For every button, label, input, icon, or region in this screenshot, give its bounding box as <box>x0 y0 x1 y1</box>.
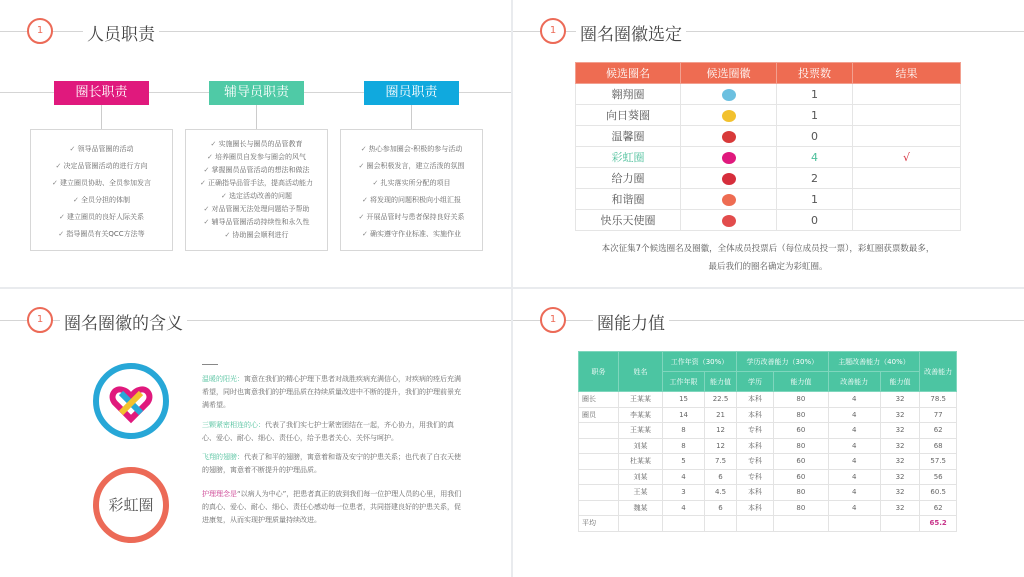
table-cell <box>579 485 619 501</box>
table-cell: 80 <box>774 407 829 423</box>
vote-count: 1 <box>777 105 853 126</box>
table-cell: 68 <box>920 438 957 454</box>
role-header: 辅导员职责 <box>209 81 304 105</box>
table-cell: 圈员 <box>579 407 619 423</box>
sub-header: 改善能力 <box>828 372 880 392</box>
table-row <box>579 454 957 470</box>
result-mark: √ <box>853 147 961 168</box>
table-cell: 56 <box>920 469 957 485</box>
table-cell: 刘某 <box>619 469 663 485</box>
group-header: 工作年资（30%） <box>663 352 737 372</box>
vote-count: 2 <box>777 168 853 189</box>
table-cell <box>579 423 619 439</box>
table-cell: 4 <box>828 438 880 454</box>
logo-circle <box>93 363 169 439</box>
duty-item: ✓ 建立圈员的良好人际关系 <box>31 209 172 226</box>
candidate-name: 彩虹圈 <box>576 147 681 168</box>
page-title: 圈名圈徽的含义 <box>60 309 187 334</box>
table-cell: 57.5 <box>920 454 957 470</box>
candidate-logo <box>681 210 777 231</box>
duty-item: ✓ 热心参加圈会-积极的参与活动 <box>341 141 482 158</box>
col-header: 候选圈徽 <box>681 63 777 84</box>
duty-item: ✓ 决定品管圈活动的进行方向 <box>31 158 172 175</box>
duty-item: ✓ 辅导品管圈活动持续性和永久性 <box>186 216 327 229</box>
section-number: 1 <box>540 18 566 44</box>
candidate-logo <box>681 168 777 189</box>
table-cell: 王某某 <box>619 392 663 408</box>
duty-list <box>30 129 173 251</box>
table-cell: 14 <box>663 407 705 423</box>
average-row <box>579 516 957 532</box>
table-cell: 32 <box>880 485 920 501</box>
logo-name-circle: 彩虹圈 <box>93 467 169 543</box>
vote-count: 0 <box>777 126 853 147</box>
sub-header: 学历 <box>736 372 773 392</box>
table-cell: 32 <box>880 407 920 423</box>
group-header: 学历改善能力（30%） <box>736 352 828 372</box>
table-cell: 22.5 <box>705 392 737 408</box>
table-cell: 32 <box>880 423 920 439</box>
page-title: 圈名圈徽选定 <box>576 20 686 45</box>
duty-item: ✓ 对品管圈无法处理问题给予帮助 <box>186 203 327 216</box>
vote-count: 1 <box>777 84 853 105</box>
table-cell: 4 <box>663 500 705 516</box>
result-mark <box>853 189 961 210</box>
candidate-name: 给力圈 <box>576 168 681 189</box>
table-cell: 专科 <box>736 454 773 470</box>
logo-badge-icon <box>722 152 736 164</box>
table-row <box>579 423 957 439</box>
table-cell: 4.5 <box>705 485 737 501</box>
table-cell: 王某 <box>619 485 663 501</box>
table-cell: 80 <box>774 500 829 516</box>
panel-roles <box>0 0 511 287</box>
candidate-name: 快乐天使圈 <box>576 210 681 231</box>
table-cell: 77 <box>920 407 957 423</box>
candidate-logo <box>681 126 777 147</box>
vote-table <box>575 62 961 231</box>
panel-logo-selection <box>513 0 1024 287</box>
divider <box>0 31 511 32</box>
logo-badge-icon <box>722 173 736 185</box>
sub-header: 能力值 <box>774 372 829 392</box>
table-cell: 本科 <box>736 407 773 423</box>
ability-table <box>578 351 957 532</box>
result-mark <box>853 126 961 147</box>
table-row <box>579 438 957 454</box>
table-row <box>579 469 957 485</box>
table-cell: 80 <box>774 485 829 501</box>
role-header: 圈长职责 <box>54 81 149 105</box>
table-cell: 60 <box>774 469 829 485</box>
table-cell: 魏某 <box>619 500 663 516</box>
group-header: 主题改善能力（40%） <box>828 352 920 372</box>
table-row <box>579 392 957 408</box>
candidate-logo <box>681 189 777 210</box>
duty-item: ✓ 将发现的问题积极向小组汇报 <box>341 192 482 209</box>
table-cell: 80 <box>774 392 829 408</box>
table-cell: 王某某 <box>619 423 663 439</box>
table-cell: 本科 <box>736 500 773 516</box>
candidate-logo <box>681 105 777 126</box>
page-title: 圈能力值 <box>593 309 669 334</box>
candidate-name: 温馨圈 <box>576 126 681 147</box>
table-cell: 3 <box>663 485 705 501</box>
logo-badge-icon <box>722 131 736 143</box>
section-number: 1 <box>27 307 53 333</box>
table-cell: 15 <box>663 392 705 408</box>
sub-header: 能力值 <box>880 372 920 392</box>
table-row <box>576 105 961 126</box>
table-cell: 刘某 <box>619 438 663 454</box>
table-cell: 32 <box>880 454 920 470</box>
duty-item: ✓ 扎实落实所分配的项目 <box>341 175 482 192</box>
duty-item: ✓ 掌握圈员品管活动的想法和做法 <box>186 164 327 177</box>
table-cell: 4 <box>828 485 880 501</box>
result-mark <box>853 210 961 231</box>
meaning-paragraph: 三颗紧密相连的心：代表了我们实七护士紧密团结在一起，齐心协力，用我们的真心、爱心、耐心、细心、责任心，给予患者关心、关怀与呵护。 <box>202 421 454 442</box>
table-row <box>579 407 957 423</box>
candidate-logo <box>681 147 777 168</box>
table-cell: 李某某 <box>619 407 663 423</box>
vote-count: 1 <box>777 189 853 210</box>
table-cell: 12 <box>705 438 737 454</box>
col-header: 投票数 <box>777 63 853 84</box>
note-line: 本次征集7个候选圈名及圈徽，全体成员投票后（每位成员投一票），彩虹圈获票数最多， <box>601 244 935 254</box>
duty-item: ✓ 正确指导品管手法，提高活动能力 <box>186 177 327 190</box>
duty-item: ✓ 选定活动改善的问题 <box>186 190 327 203</box>
meaning-paragraph: 飞翔的翅膀：代表了和平的翅膀，寓意着和谐及安宁的护患关系；也代表了白衣天使的翅膀，寓意着不断提升的护理品质。 <box>202 453 461 474</box>
table-cell: 4 <box>828 454 880 470</box>
duty-item: ✓ 协助圈会顺利进行 <box>186 229 327 242</box>
table-cell: 杜某某 <box>619 454 663 470</box>
page-title: 人员职责 <box>83 20 159 45</box>
table-cell: 圈长 <box>579 392 619 408</box>
meaning-paragraph: 护理理念是“以病人为中心”，把患者真正的放到我们每一位护理人员的心里，用我们的真心、爱心、耐心、细心、责任心感动每一位患者，共同搭建良好的护患关系，促进康复，从而实现护理质量持续改进。 <box>202 490 462 524</box>
duty-item: ✓ 指导圈员有关QCC方法等 <box>31 226 172 243</box>
table-cell: 60.5 <box>920 485 957 501</box>
table-row <box>576 189 961 210</box>
table-cell: 60 <box>774 454 829 470</box>
duty-item: ✓ 全员分担的体制 <box>31 192 172 209</box>
table-cell: 本科 <box>736 392 773 408</box>
logo-badge-icon <box>722 215 736 227</box>
note-line: 最后我们的圈名确定为彩虹圈。 <box>708 262 828 272</box>
panel-ability <box>513 289 1024 577</box>
col-header: 改善能力 <box>920 352 957 392</box>
table-cell: 6 <box>705 469 737 485</box>
table-row <box>579 485 957 501</box>
table-cell: 32 <box>880 392 920 408</box>
table-row <box>576 126 961 147</box>
sub-header: 能力值 <box>705 372 737 392</box>
duty-item: ✓ 实施圈长与圈员的品管教育 <box>186 138 327 151</box>
table-cell: 4 <box>828 500 880 516</box>
divider <box>513 320 1024 321</box>
table-cell: 8 <box>663 423 705 439</box>
heart-logo-icon <box>99 369 163 433</box>
table-cell: 本科 <box>736 485 773 501</box>
table-cell: 4 <box>828 407 880 423</box>
vote-count: 4 <box>777 147 853 168</box>
table-cell: 32 <box>880 469 920 485</box>
table-cell: 6 <box>705 500 737 516</box>
logo-badge-icon <box>722 194 736 206</box>
table-cell: 4 <box>663 469 705 485</box>
table-cell <box>579 500 619 516</box>
table-cell: 62 <box>920 423 957 439</box>
section-number: 1 <box>27 18 53 44</box>
table-cell: 62 <box>920 500 957 516</box>
duty-list <box>340 129 483 251</box>
duty-item: ✓ 领导品管圈的活动 <box>31 141 172 158</box>
candidate-name: 和谐圈 <box>576 189 681 210</box>
table-row <box>576 147 961 168</box>
table-cell: 4 <box>828 392 880 408</box>
candidate-logo <box>681 84 777 105</box>
table-cell: 32 <box>880 438 920 454</box>
duty-item: ✓ 培养圈员自发参与圈会的风气 <box>186 151 327 164</box>
logo-badge-icon <box>722 110 736 122</box>
table-cell: 60 <box>774 423 829 439</box>
table-row <box>576 168 961 189</box>
col-header: 姓名 <box>619 352 663 392</box>
table-row <box>579 500 957 516</box>
table-cell: 5 <box>663 454 705 470</box>
table-cell: 78.5 <box>920 392 957 408</box>
table-cell <box>579 469 619 485</box>
col-header: 候选圈名 <box>576 63 681 84</box>
table-cell: 本科 <box>736 438 773 454</box>
table-cell: 21 <box>705 407 737 423</box>
role-header: 圈员职责 <box>364 81 459 105</box>
col-header: 职务 <box>579 352 619 392</box>
table-cell <box>579 454 619 470</box>
table-row <box>576 84 961 105</box>
panel-logo-meaning <box>0 289 511 577</box>
duty-list <box>185 129 328 251</box>
result-mark <box>853 168 961 189</box>
section-number: 1 <box>540 307 566 333</box>
table-row <box>576 210 961 231</box>
candidate-name: 向日葵圈 <box>576 105 681 126</box>
table-cell: 12 <box>705 423 737 439</box>
table-cell: 8 <box>663 438 705 454</box>
duty-item: ✓ 开展品管时与患者保持良好关系 <box>341 209 482 226</box>
table-cell <box>579 438 619 454</box>
average-label: 平均 <box>579 516 619 532</box>
divider <box>202 364 218 365</box>
meaning-paragraph: 温暖的阳光：寓意在我们的精心护理下患者对战胜疾病充满信心，对疾病的痊后充满希望，同时也寓意我们的护理品质在持续质量改进中不断的提升，我们的护理前景充满希望。 <box>202 375 461 409</box>
duty-item: ✓ 建立圈员协助、全员参加发言 <box>31 175 172 192</box>
duty-item: ✓ 确实遵守作业标准、实施作业 <box>341 226 482 243</box>
candidate-name: 翱翔圈 <box>576 84 681 105</box>
table-cell: 7.5 <box>705 454 737 470</box>
vote-count: 0 <box>777 210 853 231</box>
result-mark <box>853 105 961 126</box>
result-mark <box>853 84 961 105</box>
table-cell: 4 <box>828 469 880 485</box>
table-cell: 专科 <box>736 469 773 485</box>
sub-header: 工作年限 <box>663 372 705 392</box>
table-cell: 32 <box>880 500 920 516</box>
col-header: 结果 <box>853 63 961 84</box>
average-value: 65.2 <box>920 516 957 532</box>
table-cell: 专科 <box>736 423 773 439</box>
table-cell: 80 <box>774 438 829 454</box>
logo-badge-icon <box>722 89 736 101</box>
duty-item: ✓ 圈会积极发言，建立活泼的氛围 <box>341 158 482 175</box>
table-cell: 4 <box>828 423 880 439</box>
